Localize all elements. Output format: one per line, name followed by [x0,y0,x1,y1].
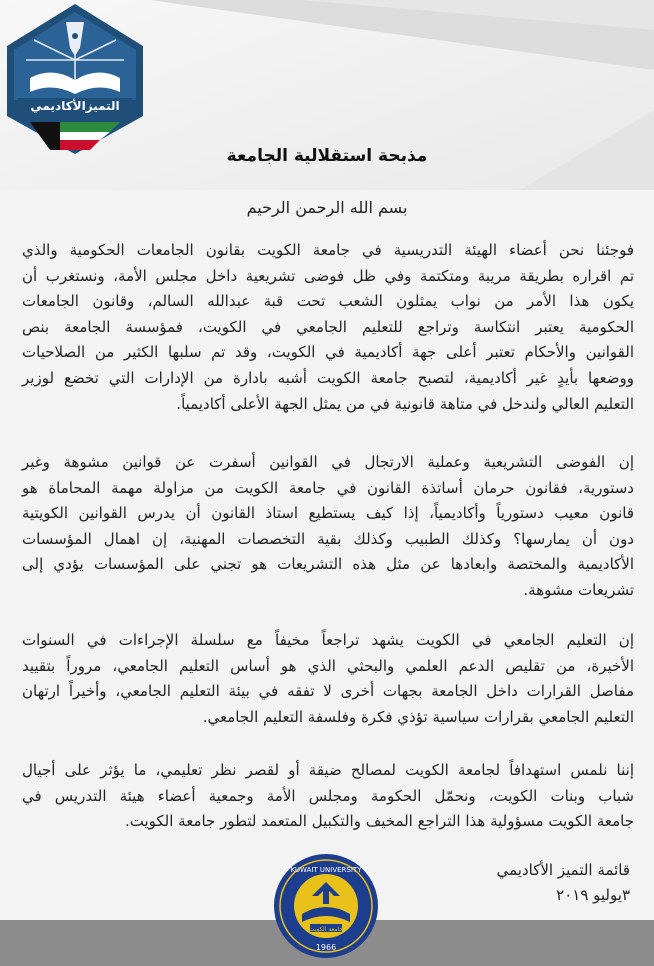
text-line: مفاصل القرارات داخل الجامعة بجهات أخرى لا تفقه في بيئة التعليم الجامعي، وأخيراً ارتهان [22,682,634,701]
text-line: الأخيرة، من تقليص الدعم العلمي والبحثي الذي هو أساس التعليم الجامعي، مروراً بتقييد [22,656,634,675]
text-line: دستورية، فقانون حرمان أساتذة القانون في جامعة الكويت من مزاولة مهمة المحاماة هو [22,478,634,497]
text-line: الأكاديمية والمختصة وابعادها عن مثل هذه التشريعات هو تجني على المؤسسات يؤدي إلى [22,555,634,574]
signature: قائمة التميز الأكاديمي [496,861,630,879]
text-line: إننا نلمس استهدافاً لجامعة الكويت لمصالح ضيقة أو لقصر نظر تعليمي، ما يؤثر على أجيال [22,761,634,779]
paragraph-2 [22,450,634,604]
text-line: تشريعات مشوهة. [523,580,634,599]
text-line: تم اقراره بطريقة مريبة ومتكتمة وفي ظل فوضى تشريعية داخل مجلس الأمة، ونستغرب أن [22,266,634,285]
text-line: القوانين والأحكام تعتبر أعلى جهة أكاديمية في الكويت، وقد تم سلبها الكثير من الصلاحيات [22,343,634,362]
signoff [497,858,630,908]
paragraph-4 [22,758,634,835]
text-line: جامعة الكويت مسؤولية هذا التراجع المخيف والتكبيل المتعمد لتطور جامعة الكويت. [124,812,634,831]
paragraph-1 [22,238,634,417]
text-line: إن التعليم الجامعي في الكويت يشهد تراجعاً مخيفاً مع سلسلة الإجراءات في السنوات [22,631,634,649]
date: ٣يوليو ٢٠١٩ [556,886,630,904]
text-line: شباب وبنات الكويت، ونحمّل الحكومة ومجلس الأمة وجمعية أعضاء هيئة التدريس في [22,786,634,805]
kuwait-university-seal [272,852,380,960]
logo-text: التميزالأكاديمي [30,99,120,113]
text-line: التعليم الجامعي بقرارات سياسية تؤذي فكرة وفلسفة التعليم الجامعي. [202,707,634,726]
seal-inner-text: جامعة الكويت [308,926,344,933]
seal-year: 1966 [315,943,337,952]
seal-top-text: KUWAIT UNIVERSITY [290,866,362,874]
text-line: ووضعها بأيدٍ غير أكاديمية، لتصبح جامعة الكويت أشبه بادارة من الإدارات التي تخضع لوزير [22,368,634,387]
text-line: فوجئنا نحن أعضاء الهيئة التدريسية في جامعة الكويت بقانون الجامعات الحكومية والذي [22,241,634,259]
text-line: يكون هذا الأمر من نواب يمثلون الشعب تحت قبة عبدالله السالم، وقانون الجامعات [22,292,634,311]
text-line: الحكومية يعتبر انتكاسة وتراجع للتعليم الجامعي في الكويت، فمؤسسة الجامعة بنص [22,317,634,336]
basmala: بسم الله الرحمن الرحيم [246,198,408,217]
paragraph-3 [22,628,634,730]
document-title: مذبحة استقلالية الجامعة [226,146,428,166]
text-line: التعليم العالي ولندخل في متاهة قانونية في من يمثل الجهة الأعلى أكاديمياً. [176,394,634,413]
text-line: دون أن يمارسها؟ وكذلك الطبيب وكذلك بقية التخصصات المهنية، إن اهمال المؤسسات [22,529,634,548]
text-line: إن الفوضى التشريعية وعملية الارتجال في القوانين أسفرت عن قوانين مشوهة وغير [22,453,634,471]
text-line: قانون معيب دستورياً وأكاديمياً، إذا كيف يستطيع استاذ القانون أن يدرس القوانين الكويتية [22,504,634,523]
